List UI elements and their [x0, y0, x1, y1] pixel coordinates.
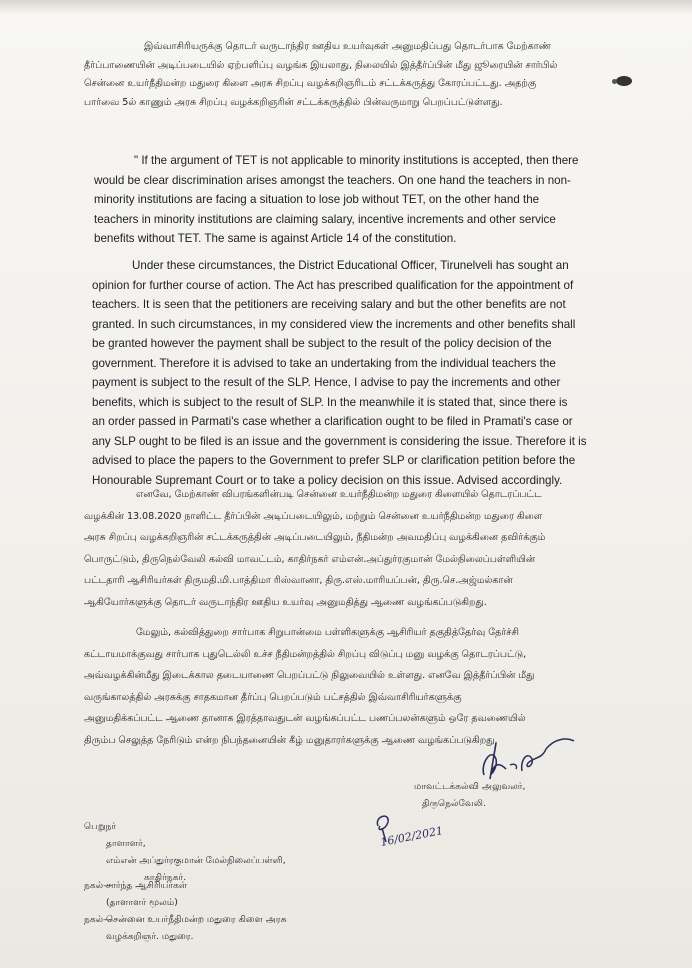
- handwritten-date: 16/02/2021: [379, 824, 445, 849]
- text-line: benefits without TET. The same is against Article 14 of the constitution.: [94, 232, 457, 245]
- text-line: அனுமதிக்கப்பட்ட ஆணை தானாக இரத்தாவதுடன் வழங்கப்பட்ட பணப்பலன்களும் ஒரே தவணையில்: [84, 713, 526, 724]
- recipient-block: [84, 818, 384, 886]
- signature-block: [414, 778, 614, 812]
- recipient-heading: பெறுநர்: [84, 821, 117, 832]
- copy-label: நகல்—: [84, 914, 113, 925]
- text-line: மேலும், கல்வித்துறை சார்பாக சிறுபான்மை பள்ளிகளுக்கு ஆசிரியர் தகுதித்தேர்வு தேர்ச்சி: [136, 627, 519, 638]
- text-line: payment is subject to the result of the SLP. Hence, I advise to pay the increments and other: [92, 376, 561, 389]
- text-line: கட்டாயமாக்குவது சார்பாக புதுடெல்லி உச்ச நீதிமன்றத்தில் சிறப்பு விடுப்பு மனு வழக்கு தொடரப்பட்டு,: [84, 648, 527, 660]
- page-edge-shadow: [0, 0, 692, 14]
- text-line: an order passed in Parmati's case whether a clarification ought to be filed in Pramati's case or: [92, 415, 573, 428]
- recipient-line: காதிர்நகர்.: [144, 872, 187, 883]
- text-line: அரசு சிறப்பு வழக்கறிஞரின் சட்டக்கருத்தின் அடிப்படையிலும், நீதிமன்ற அவமதிப்பு வழக்கினை தவிர்க்கும்: [84, 532, 546, 543]
- text-line: வருங்காலத்தில் அரசுக்கு சாதகமான தீர்ப்பு பெறப்படும் பட்சத்தில் இவ்வாசிரியர்களுக்கு: [84, 691, 462, 703]
- text-line: teachers in minority institutions are claiming salary, incentive increments and other service: [94, 212, 556, 226]
- quoted-legal-opinion: [94, 151, 604, 249]
- recipient-line: தாளாளர்,: [106, 838, 146, 849]
- text-line: பொருட்டும், திருநெல்வேலி கல்வி மாவட்டம், காதிர்நகர் எம்என்.அப்துர்ரகுமான் மேல்நிலைப்பள்ளியின்: [84, 553, 536, 565]
- recipient-line: எம்என் அப்துர்ரகுமான் மேல்நிலைப்பள்ளி,: [106, 855, 286, 866]
- text-line: Honourable Supremant Court or to take a policy decision on this issue. Advised accordingly.: [92, 473, 563, 487]
- text-line: " If the argument of TET is not applicable to minority institutions is accepted, then there: [134, 154, 579, 167]
- copy-line: (தாளாளர் மூலம்): [106, 897, 178, 908]
- copy-line: வழக்கறிஞர். மதுரை.: [106, 931, 194, 942]
- paragraph-advice: [92, 256, 604, 490]
- copy-block-counsel: [84, 911, 424, 945]
- text-line: any SLP ought to be filed is an issue and the government is considering the issue. Therefore it is: [92, 434, 587, 448]
- text-line: சென்னை உயர்நீதிமன்ற மதுரை கிளை அரசு சிறப்பு வழக்கறிஞரிடம் சட்டக்கருத்து கோரப்பட்டது. அதற்கு: [84, 78, 537, 89]
- punch-hole: [616, 76, 632, 86]
- text-line: வழக்கின் 13.08.2020 நாளிட்ட தீர்ப்பின் அடிப்படையிலும், மற்றும் சென்னை உயர்நீதிமன்ற மதுரை கிளை: [84, 510, 543, 522]
- copy-row: [84, 911, 424, 928]
- text-line: திரும்ப செலுத்த நேரிடும் என்ற நிபந்தனையின் கீழ் மனுதாரர்களுக்கு ஆணை வழங்கப்படுகிறது.: [84, 734, 498, 746]
- copy-line: சார்ந்த ஆசிரியர்கள்: [106, 880, 188, 891]
- paragraph-condition: [84, 622, 604, 751]
- text-line: advised to place the papers to the Government to prefer SLP or clarification petition before the: [92, 454, 576, 467]
- text-line: பட்டதாரி ஆசிரியர்கள் திருமதி.மி.பாத்திமா ரிஸ்வானா, திரு.எஸ்.மாரியப்பன், திரு.செ.அஜ்மல்கான்: [84, 575, 513, 586]
- copy-row: [84, 877, 424, 894]
- text-line: ஆகியோர்களுக்கு தொடர் வருடாந்திர ஊதிய உயர்வு அனுமதித்து ஆணை வழங்கப்படுகிறது.: [84, 596, 487, 608]
- text-line: opinion for further course of action. The Act has prescribed qualification for the appointment of: [92, 278, 574, 292]
- copy-label: நகல்—: [84, 880, 113, 891]
- text-line: would be clear discrimination arises amongst the teachers. On one hand the teachers in non-: [94, 173, 571, 187]
- text-line: minority institutions are facing a situation to lose job without TET, on the other hand the: [94, 193, 540, 206]
- text-line: be granted however the payment shall be subject to the result of the policy decision of the: [92, 337, 552, 350]
- officer-place: திருநெல்வேலி.: [422, 798, 486, 809]
- text-line: தீர்ப்பாணையின் அடிப்படையில் ஏற்பளிப்பு வழங்க இயலாது, நிலையில் இத்தீர்ப்பின் மீது ஜூரையின் சார்பில்: [84, 59, 558, 71]
- text-line: teachers. It is seen that the petitioners are receiving salary and but the other benefits are not: [92, 298, 566, 311]
- text-line: எனவே, மேற்காண் விபரங்களின்படி சென்னை உயர்நீதிமன்ற மதுரை கிளையில் தொடரப்பட்ட: [136, 489, 542, 500]
- text-line: அவ்வழக்கின்மீது இடைக்கால தடையாணை பெறப்பட்டு நிலுவையில் உள்ளது. எனவே இத்தீர்ப்பின் மீது: [84, 670, 535, 681]
- copy-line: சென்னை உயர்நீதிமன்ற மதுரை கிளை அரசு: [106, 914, 287, 925]
- copy-block-teachers: [84, 877, 424, 911]
- text-line: government. Therefore it is advised to take an undertaking from the individual teachers the: [92, 356, 556, 370]
- punch-hole-mark: [612, 79, 617, 84]
- officer-title: மாவட்டக்கல்வி அலுவலர்,: [414, 781, 526, 792]
- text-line: பார்வை 5ல் காணும் அரசு சிறப்பு வழக்கறிஞரின் சட்டக்கருத்தில் பின்வருமாறு பெறப்பட்டுள்ளது.: [84, 96, 503, 108]
- text-line: granted. In such circumstances, in my considered view the increments and other benefits shall: [92, 317, 576, 331]
- text-line: இவ்வாசிரியருக்கு தொடர் வருடாந்திர ஊதிய உயர்வுகள் அனுமதிப்பது தொடர்பாக மேற்காண்: [144, 41, 551, 52]
- paragraph-order: [84, 484, 604, 613]
- paragraph-intro: [84, 38, 604, 112]
- text-line: benefits, which is subject to the result of SLP. In the meanwhile it is stated that, since there is: [92, 395, 568, 409]
- text-line: Under these circumstances, the District Educational Officer, Tirunelveli has sought an: [132, 259, 569, 272]
